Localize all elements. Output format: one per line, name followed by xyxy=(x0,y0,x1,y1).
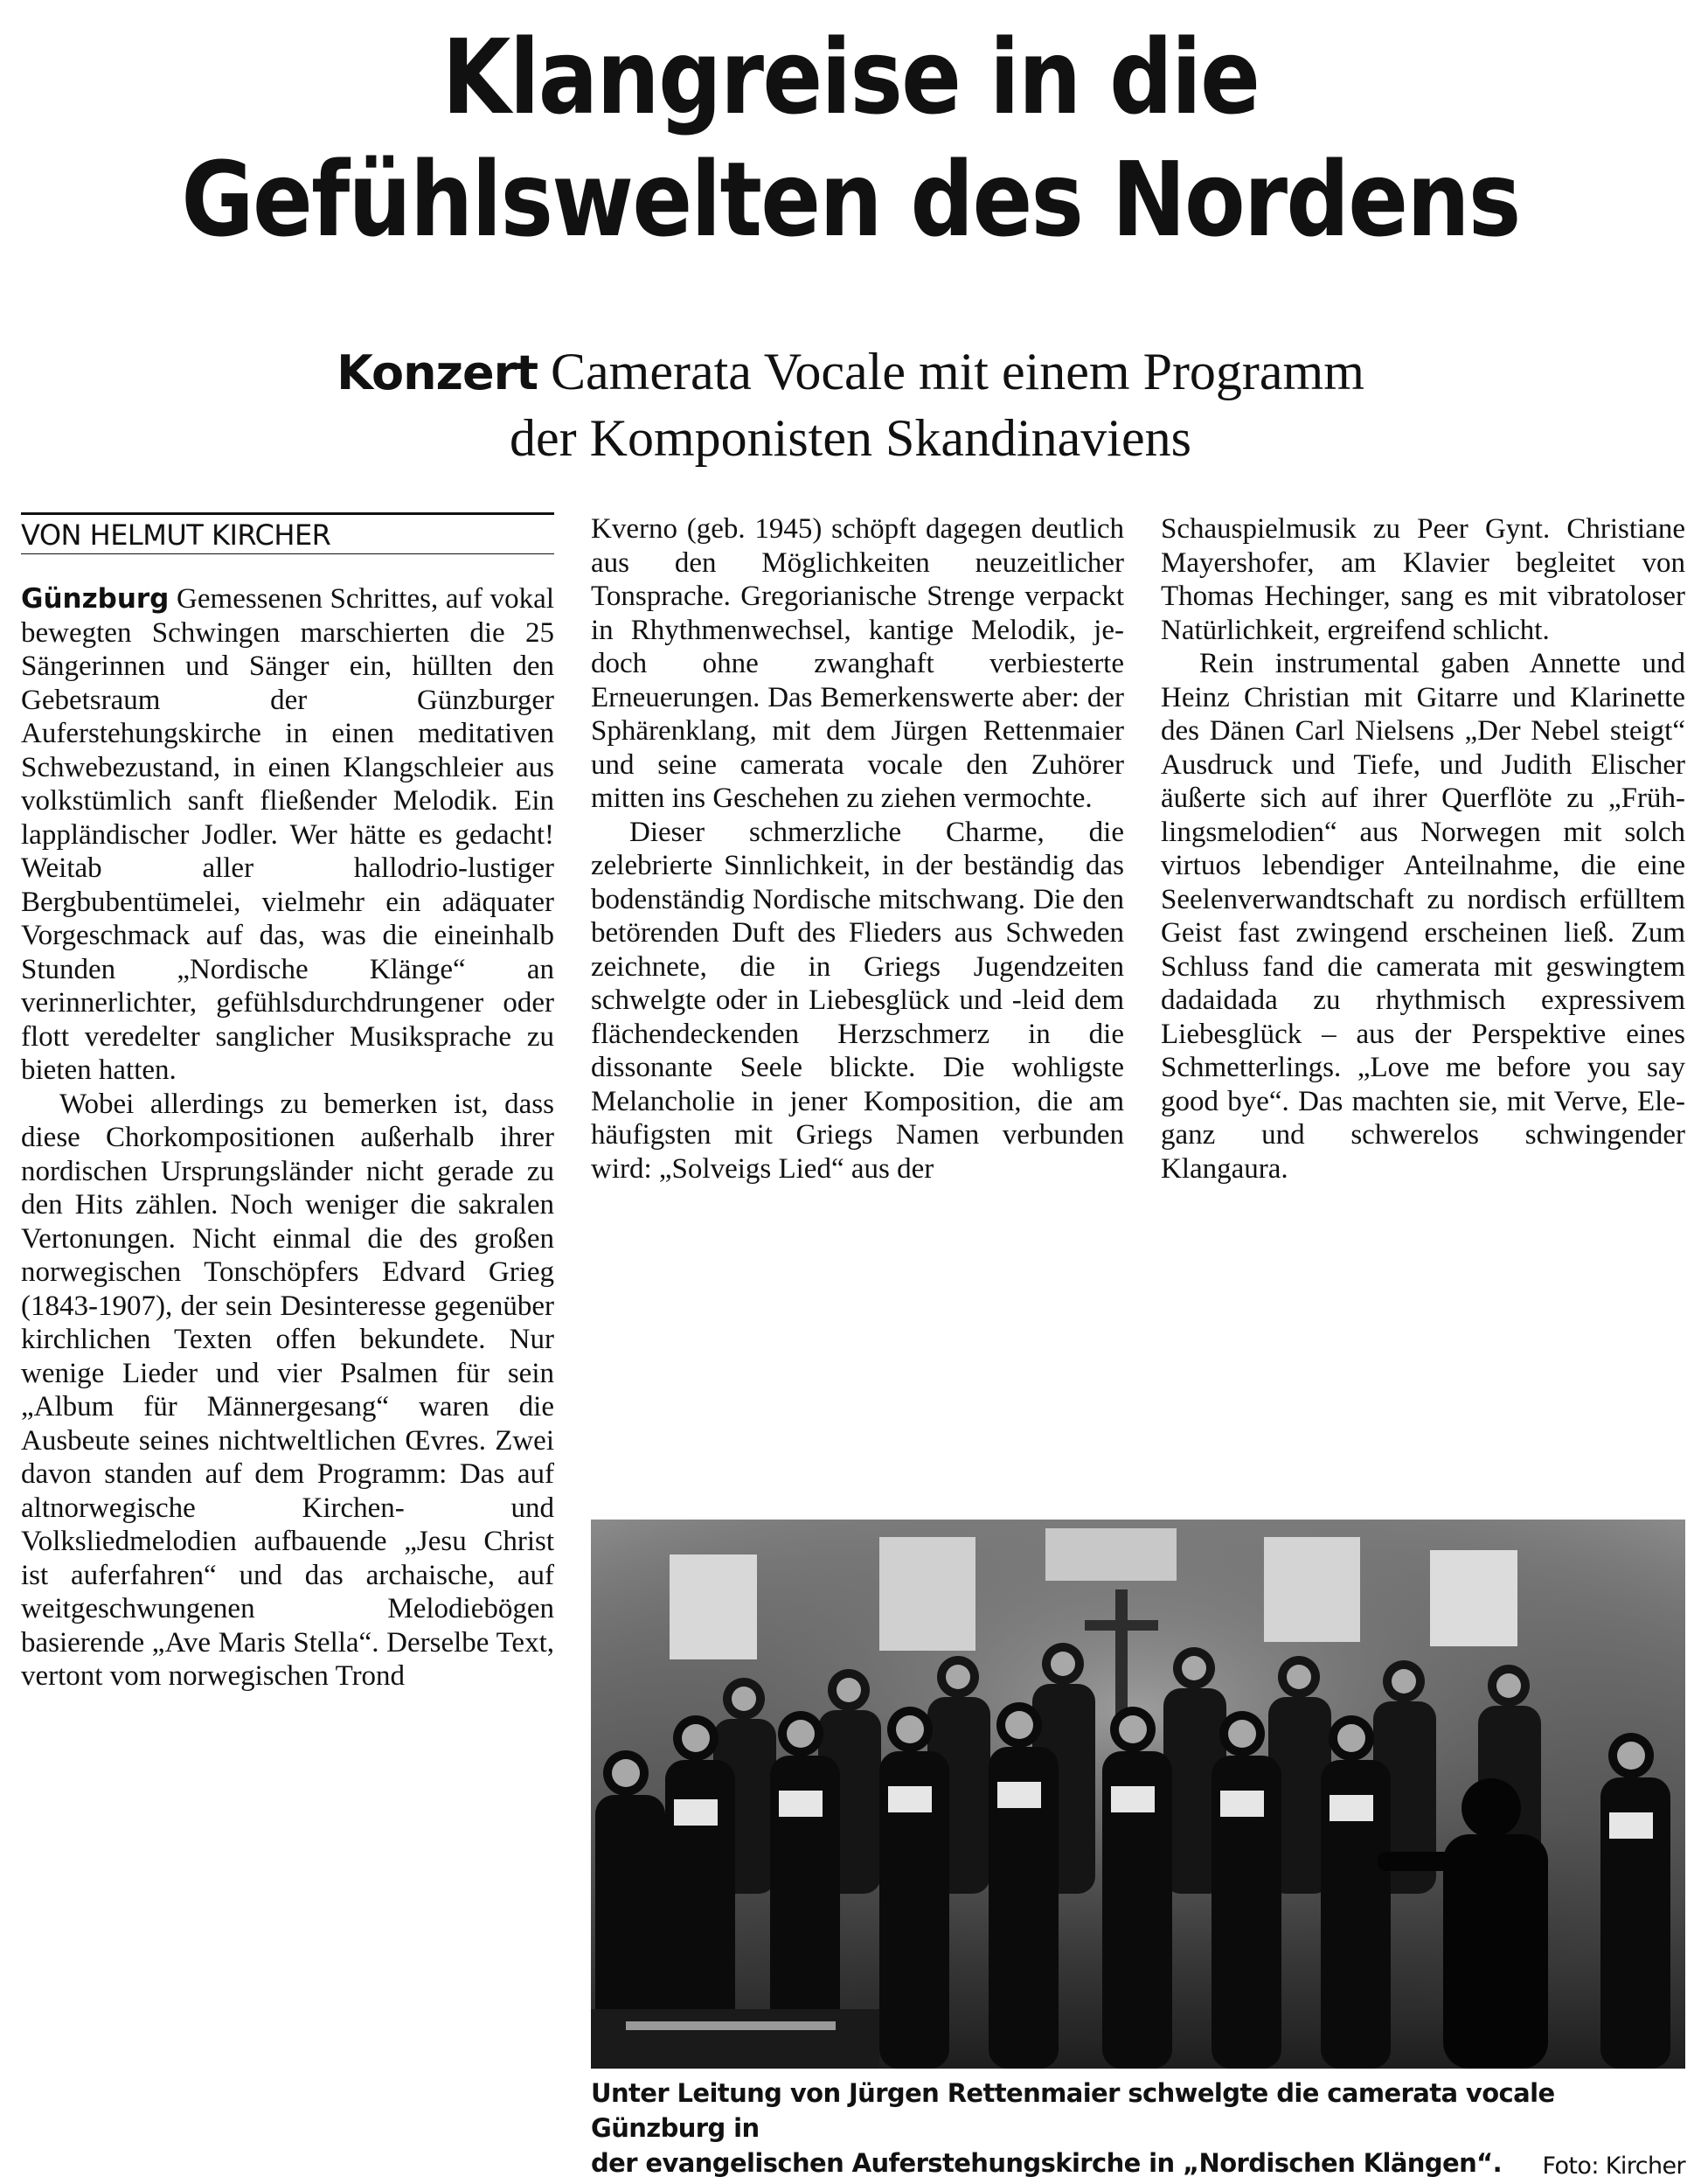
photo-credit: Foto: Kircher xyxy=(1542,2153,1685,2180)
caption-line-2: der evangelischen Auferstehungskirche in „Nordischen Klängen“. xyxy=(591,2148,1503,2178)
piano xyxy=(591,2009,879,2069)
church-window xyxy=(1264,1537,1360,1642)
article-paragraph: Wobei allerdings zu bemerken ist, dass diese Chorkompositionen außerhalb ihrer nordischen Ursprungsländer nicht gerade zu den Hits zählen. Noch weniger die sakralen Vertonungen. Nicht einmal die des großen norwegischen Tonschöpfers Edvard Grieg (1843-1907), der sein Desinteresse gegenüber kirchlichen Texten offen bekundete. Nur wenige Lieder und vier Psalmen für sein „Album für Männergesang“ waren die Ausbeute seines nichtweltlichen Œvres. Zwei davon standen auf dem Programm: Das auf altnorwegische Kirchen- und Volksliedmelodien aufbauende „Jesu Christ ist auferfahren“ und das archaische, auf weitgeschwungenen Melodiebögen basierende „Ave Maris Stella“. Derselbe Text, vertont vom norwegischen Trond xyxy=(21,1088,554,1692)
choir-photo xyxy=(591,1520,1685,2069)
article-paragraph: Rein instrumental gaben Annette und Heinz Christian mit Gitarre und Klarinette des Dänen Carl Nielsens „Der Nebel steigt“ Ausdruck und Tiefe, und Judith Elischer äußerte sich auf ihrer Querflöte zu „Frühlingsmelodien“ aus Norwegen mit solch virtuos lebendiger Anteilnahme, die eine Seelenverwandtschaft zu nordisch erfülltem Geist fast zwingend erscheinen ließ. Zum Schluss fand die camerata mit geswingtem dadaidada zu rhythmisch expressivem Liebesglück – aus der Perspektive eines Schmetterlings. „Love me before you say good bye“. Das machten sie, mit Verve, Eleganz und schwerelos schwingender Klangaura. xyxy=(1161,648,1685,1185)
piano-keys xyxy=(626,2021,836,2030)
church-window xyxy=(1430,1550,1517,1646)
article-column-1 xyxy=(21,582,554,1694)
subhead-text-line-2: der Komponisten Skandinaviens xyxy=(510,409,1191,467)
article-paragraph: Schauspielmusik zu Peer Gynt. Christiane Mayershofer, am Klavier begleitet von Thomas Hechinger, sang es mit vibratoloser Natürlichkeit, ergreifend schlicht. xyxy=(1161,513,1685,646)
article-column-2 xyxy=(591,512,1124,1186)
byline xyxy=(21,512,554,554)
article-column-3 xyxy=(1161,512,1685,1186)
subhead-kicker: Konzert xyxy=(337,345,538,400)
dateline: Günzburg xyxy=(21,583,170,615)
church-window xyxy=(670,1555,757,1659)
article-paragraph: Kverno (geb. 1945) schöpft dagegen deutlich aus den Möglichkeiten neuzeitlicher Tonsprache. Gregorianische Strenge verpackt in Rhythmenwechsel, kantige Melodik, jedoch ohne zwanghaft verbiesterte Erneuerungen. Das Bemerkenswerte aber: der Sphärenklang, mit dem Jürgen Rettenmaier und seine camerata vocale den Zuhörer mitten ins Geschehen zu ziehen vermochte. xyxy=(591,513,1124,814)
church-window xyxy=(879,1537,975,1651)
byline-text: VON HELMUT KIRCHER xyxy=(21,518,331,552)
headline-line-1: Klangreise in die xyxy=(441,17,1260,137)
article-paragraph xyxy=(21,582,554,1088)
paragraph-text-1: Gemessenen Schrittes, auf vokal bewegten Schwingen marschierten die 25 Sängerinnen und Sänger ein, hüllten den Gebetsraum der Günzburger Auferstehungskirche in einen meditativen Schwebezustand, in einen Klangschleier aus volkstümlich sanft fließender Melodik. Ein lappländischer Jodler. Wer hätte es gedacht! Weitab aller hallodrio-lustiger Bergbubentümelei, vielmehr ein adäquater Vorgeschmack auf das, was die eineinhalb Stunden „Nordische Klänge“ an verinnerlichter, gefühlsdurchdrungener oder flott veredelter sanglicher Musiksprache zu bieten hatten. xyxy=(21,583,554,1086)
choir-photo-image xyxy=(591,1520,1685,2069)
subhead-text-line-1: Camerata Vocale mit einem Programm xyxy=(551,343,1364,400)
subhead xyxy=(0,339,1701,470)
headline-line-2: Gefühlswelten des Nordens xyxy=(181,139,1520,260)
article-paragraph: Dieser schmerzliche Charme, die zelebrierte Sinnlichkeit, in der beständig das bodenständig Nordische mitschwang. Die den betörenden Duft des Flieders aus Schweden zeichnete, die in Griegs Jugendzeiten schwelgte oder in Liebesglück und -leid dem flächendeckenden Herzschmerz in die dissonante Seele blickte. Die wohligste Melancholie in jener Komposition, die am häufigsten mit Griegs Namen verbunden wird: „Solveigs Lied“ aus der xyxy=(591,816,1124,1185)
headline xyxy=(119,16,1582,261)
caption-line-1: Unter Leitung von Jürgen Rettenmaier schwelgte die camerata vocale Günzburg in xyxy=(591,2078,1555,2143)
photo-caption xyxy=(591,2076,1685,2184)
church-window xyxy=(1045,1528,1177,1581)
